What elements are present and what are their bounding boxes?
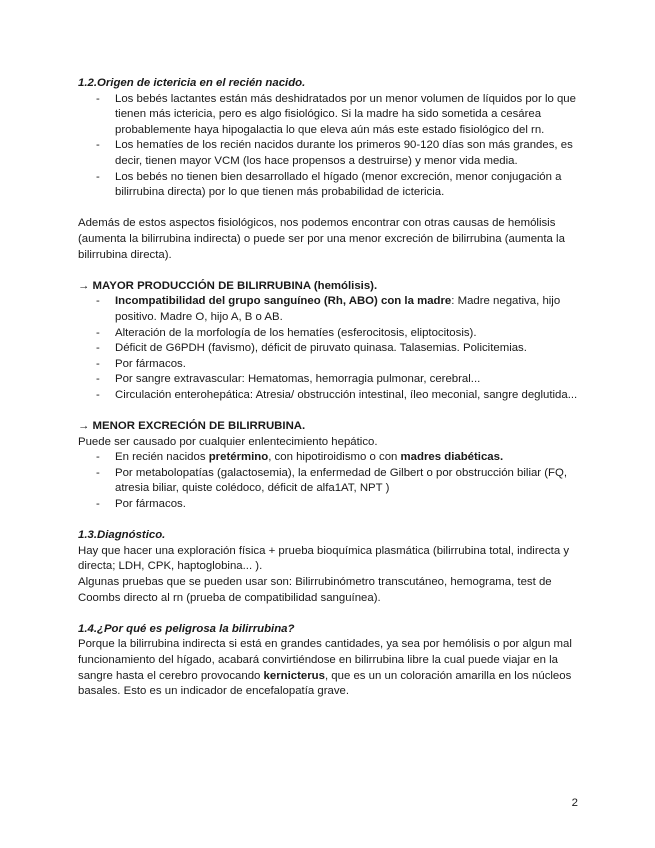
menor-excrecion-list <box>78 450 581 512</box>
list-item: - Por fármacos. <box>96 357 186 370</box>
list-item: - Los bebés lactantes están más deshidratados por un menor volumen de líquidos por lo que tienen más ictericia, pero es algo fisiológico. Si la madre ha sido sometida a cesárea probablemente haya hipogalactia lo que eleva aún más este estado fisiológico del rn. <box>96 92 576 136</box>
list-item: - Alteración de la morfología de los hematíes (esferocitosis, eliptocitosis). <box>96 326 477 339</box>
menor-excrecion-heading: → MENOR EXCRECIÓN DE BILIRRUBINA. <box>78 420 306 433</box>
document-content <box>78 76 581 700</box>
section-1-2-heading: 1.2.Origen de ictericia en el recién nacido. <box>78 77 306 89</box>
list-item: - Los bebés no tienen bien desarrollado el hígado (menor excreción, menor conjugación a bilirrubina directa) por lo que tienen más probabilidad de ictericia. <box>96 170 562 199</box>
list-item: - Circulación enterohepática: Atresia/ obstrucción intestinal, íleo meconial, sangre deglutida... <box>96 388 578 401</box>
diagnostico-paragraph-2: Algunas pruebas que se pueden usar son: Bilirrubinómetro transcutáneo, hemograma, test de Coombs directo al rn (prueba de compatibilidad sanguínea). <box>78 576 552 604</box>
list-item: - Incompatibilidad del grupo sanguíneo (Rh, ABO) con la madre: Madre negativa, hijo positivo. Madre O, hijo A, B o AB. <box>96 295 561 323</box>
list-item: - Por sangre extravascular: Hematomas, hemorragia pulmonar, cerebral... <box>96 373 481 386</box>
mayor-produccion-heading: → MAYOR PRODUCCIÓN DE BILIRRUBINA (hemólisis). <box>78 279 378 292</box>
section-1-2-list <box>78 92 581 201</box>
diagnostico-paragraph-1: Hay que hacer una exploración física + prueba bioquímica plasmática (bilirrubina total, indirecta y directa; LDH, CPK, haptoglobina... ). <box>78 544 570 573</box>
section-1-4-heading: 1.4.¿Por qué es peligrosa la bilirrubina? <box>78 622 295 635</box>
list-item: - Por metabolopatías (galactosemia), la enfermedad de Gilbert o por obstrucción biliar (FQ, atresia biliar, quiste colédoco, déficit de alfa1AT, NPT ) <box>96 466 568 495</box>
list-item: - Déficit de G6PDH (favismo), déficit de piruvato quinasa. Talasemias. Policitemias. <box>96 342 527 355</box>
section-1-3-heading: 1.3.Diagnóstico. <box>78 529 166 542</box>
list-item: - Los hematíes de los recién nacidos durante los primeros 90-120 días son más grandes, es decir, tienen mayor VCM (los hace propensos a destruirse) y menor vida media. <box>96 139 573 167</box>
page-number: 2 <box>571 797 578 809</box>
list-item: - Por fármacos. <box>96 498 186 511</box>
mayor-produccion-list <box>78 294 581 403</box>
physiological-paragraph: Además de estos aspectos fisiológicos, nos podemos encontrar con otras causas de hemólisis (aumenta la bilirrubina indirecta) o puede ser por una menor excreción de bilirrubina (aumenta la bilirrubina directa). <box>78 217 565 261</box>
list-item: - En recién nacidos pretérmino, con hipotiroidismo o con madres diabéticas. <box>96 451 504 464</box>
peligrosa-paragraph: Porque la bilirrubina indirecta si está en grandes cantidades, ya sea por hemólisis o por algun mal funcionamiento del hígado, acabará convirtiéndose en bilirrubina libre la cual puede viajar en la sangre hasta el cerebro provocando kernicterus, que es un un coloración amarilla en los núcleos basales. Esto es un indicador de encefalopatía grave. <box>78 638 572 698</box>
menor-excrecion-intro: Puede ser causado por cualquier enlentecimiento hepático. <box>78 435 378 448</box>
